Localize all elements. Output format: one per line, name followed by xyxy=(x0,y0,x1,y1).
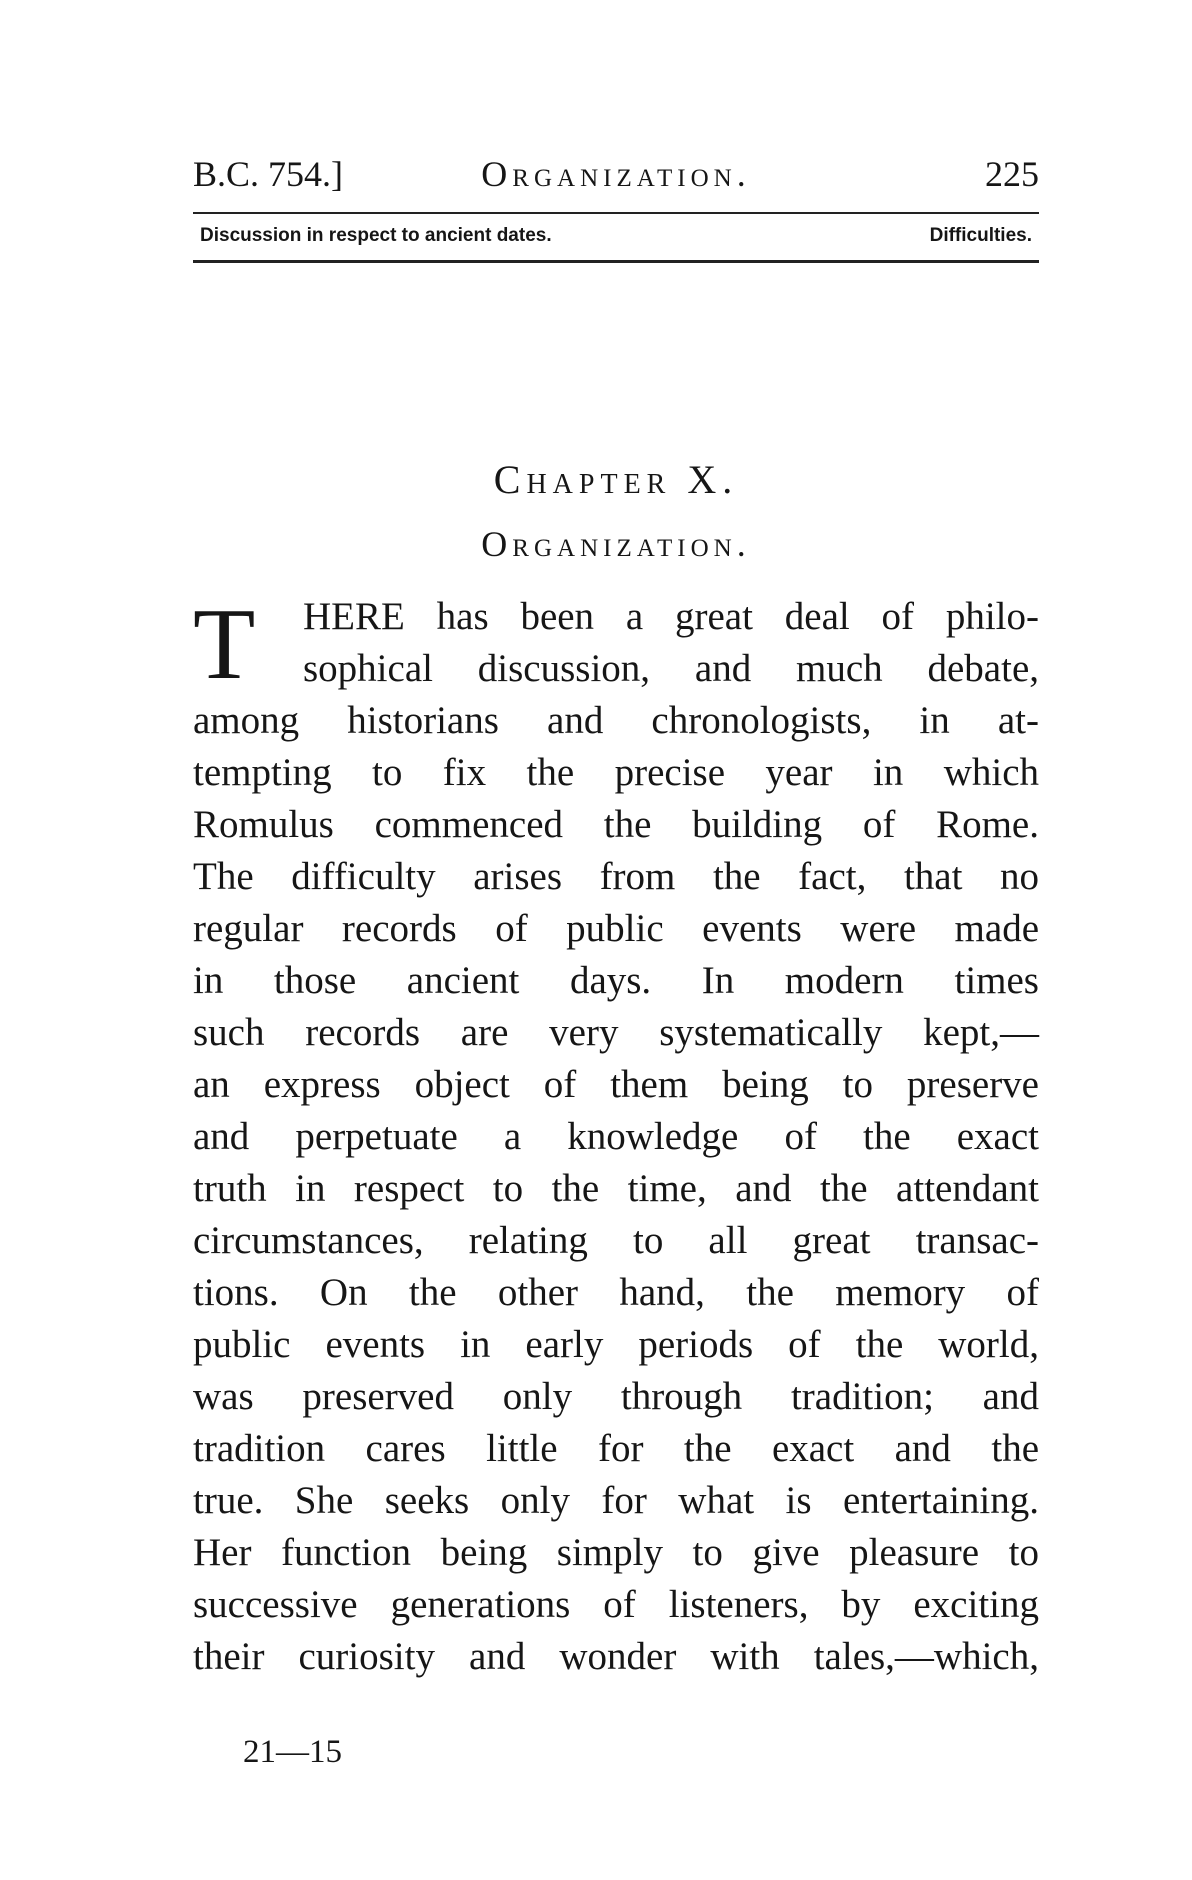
text-line: sophical discussion, and much debate, xyxy=(303,647,1039,690)
text-line: Romulus commenced the building of Rome. xyxy=(193,803,1039,846)
text-line: Her function being simply to give pleasure to xyxy=(193,1531,1039,1574)
chapter-label: Chapter X. xyxy=(493,457,739,502)
running-head-date: B.C. 754.] xyxy=(193,154,344,194)
text-line: successive generations of listeners, by exciting xyxy=(193,1583,1039,1626)
sidenote-left: Discussion in respect to ancient dates. xyxy=(200,225,552,246)
body-text xyxy=(193,588,1039,1683)
text-line: truth in respect to the time, and the attendant xyxy=(193,1167,1039,1210)
text-line: The difficulty arises from the fact, that no xyxy=(193,855,1039,898)
text-line: tempting to fix the precise year in which xyxy=(193,751,1039,794)
signature-mark: 21—15 xyxy=(243,1734,342,1770)
text-line: an express object of them being to preserve xyxy=(193,1063,1039,1106)
text-line: in those ancient days. In modern times xyxy=(193,959,1039,1002)
text-line: tions. On the other hand, the memory of xyxy=(193,1271,1039,1314)
header-rule-bottom xyxy=(193,260,1039,263)
running-head xyxy=(193,150,1039,198)
chapter-title: Organization. xyxy=(481,524,751,564)
sidenotes xyxy=(200,221,1032,251)
drop-cap: T xyxy=(193,588,256,701)
text-line: circumstances, relating to all great transac- xyxy=(193,1219,1039,1262)
text-line: regular records of public events were made xyxy=(193,907,1039,950)
text-line: true. She seeks only for what is entertaining. xyxy=(193,1479,1039,1522)
text-line: and perpetuate a knowledge of the exact xyxy=(193,1115,1039,1158)
header-rule-top xyxy=(193,212,1039,214)
sidenote-right: Difficulties. xyxy=(929,225,1032,246)
page-number: 225 xyxy=(985,154,1039,194)
text-line: HERE has been a great deal of philo- xyxy=(303,595,1039,638)
text-line: among historians and chronologists, in at- xyxy=(193,699,1039,742)
text-line: their curiosity and wonder with tales,—which, xyxy=(193,1635,1039,1678)
text-line: such records are very systematically kept,— xyxy=(193,1011,1039,1054)
text-line: public events in early periods of the world, xyxy=(193,1323,1039,1366)
running-head-title: Organization. xyxy=(481,154,751,194)
text-line: was preserved only through tradition; and xyxy=(193,1375,1039,1418)
text-line: tradition cares little for the exact and the xyxy=(193,1427,1039,1470)
